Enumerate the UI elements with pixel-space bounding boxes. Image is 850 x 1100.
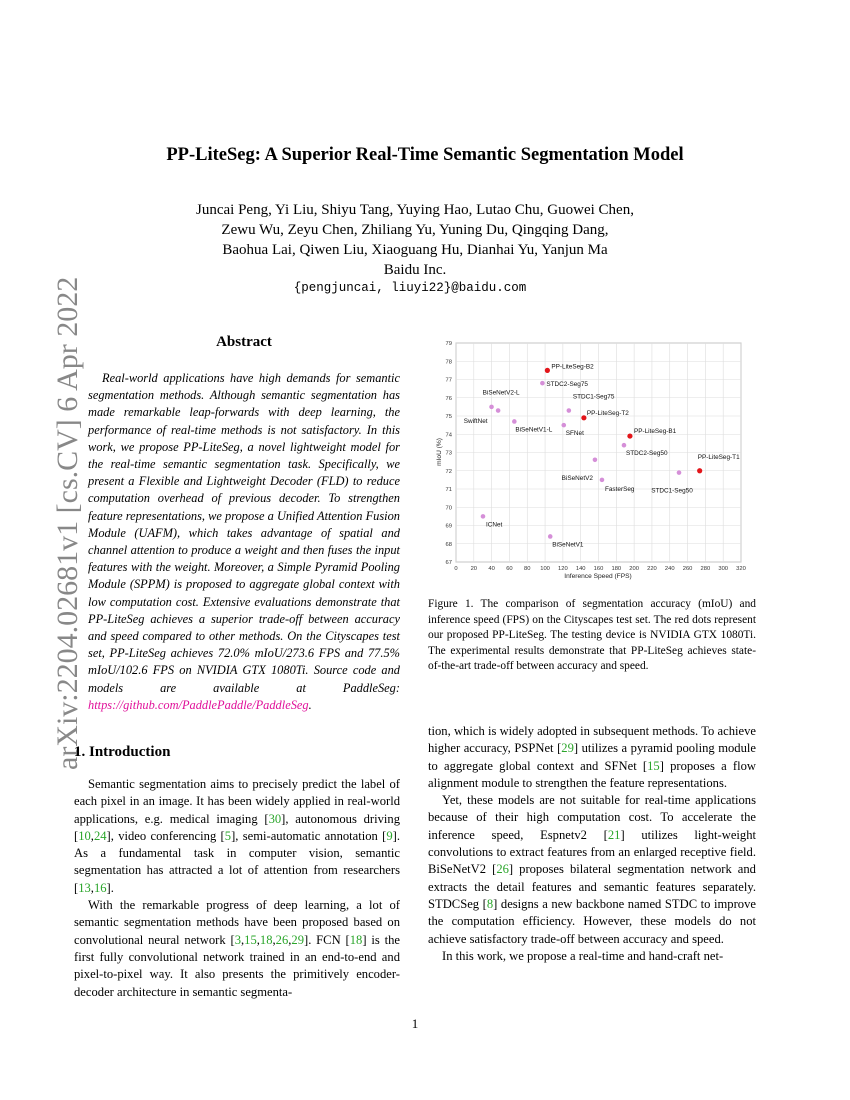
y-tick-label: 73 bbox=[445, 450, 452, 457]
point-pp-liteseg-t1 bbox=[697, 468, 702, 473]
x-tick-label: 160 bbox=[593, 566, 604, 572]
x-tick-label: 280 bbox=[700, 566, 711, 572]
text-run: ], autonomous driving [ bbox=[74, 811, 400, 843]
x-tick-label: 200 bbox=[629, 566, 639, 572]
text-run: With the remarkable progress of deep learning, a lot of semantic segmentation methods have been proposed based on convolutional neural network [ bbox=[74, 898, 400, 947]
point-label-stdc1-seg50: STDC1-Seg50 bbox=[651, 487, 693, 495]
author-email: {pengjuncai, liuyi22}@baidu.com bbox=[293, 281, 527, 295]
y-tick-label: 71 bbox=[445, 487, 452, 493]
text-run: Yet, these models are not suitable for real-time applications because of their high computation cost. To accelerate the inference speed, Espnetv2 [ bbox=[428, 793, 756, 842]
point-stdc2-seg75 bbox=[540, 381, 545, 386]
x-tick-label: 20 bbox=[470, 566, 478, 572]
text-run: ]. FCN [ bbox=[304, 932, 350, 947]
point-label-bisenetv2: BiSeNetV2 bbox=[561, 474, 593, 482]
intro-right-column bbox=[428, 723, 756, 965]
point-bisenetv1-l bbox=[512, 419, 517, 424]
point-label-stdc2-seg50: STDC2-Seg50 bbox=[625, 450, 668, 458]
text-run: ] proposes a flow alignment module to strengthen the feature representations. bbox=[428, 758, 756, 790]
paper-title: PP-LiteSeg: A Superior Real-Time Semantic Segmentation Model bbox=[166, 145, 684, 165]
intro-paragraph-1: Semantic segmentation aims to precisely predict the label of each pixel in an image. It has been widely applied in real-world applications, e.g. medical imaging [30], autonomous driving [10,24], video conferencing [5], semi-automatic annotation [9]. As a fundamental task in computer vision, semantic segmentation has attracted a lot of attention from researchers [13,16]. bbox=[74, 777, 400, 895]
x-tick-label: 260 bbox=[682, 566, 693, 572]
author-list bbox=[0, 200, 830, 280]
x-tick-label: 100 bbox=[540, 566, 550, 572]
point-bisenetv2 bbox=[593, 458, 598, 463]
point-fasterseg bbox=[600, 478, 605, 483]
text-run: ] utilizes light-weight convolutions to extract features from an enlarged receptive field. BiSeNetV2 [ bbox=[428, 827, 756, 877]
point-label-swiftnet: SwiftNet bbox=[463, 417, 488, 425]
abstract-heading: Abstract bbox=[216, 334, 272, 350]
citation-link[interactable]: 18 bbox=[259, 932, 273, 947]
citation-link[interactable]: 18 bbox=[349, 932, 363, 947]
point-label-bisenetv1: BiSeNetV1 bbox=[552, 541, 584, 549]
point-label-pp-liteseg-t1: PP-LiteSeg-T1 bbox=[697, 453, 740, 461]
arxiv-stamp bbox=[8, 276, 84, 770]
text-run: ], video conferencing [ bbox=[106, 828, 225, 843]
y-tick-label: 79 bbox=[445, 341, 452, 347]
citation-link[interactable]: 3 bbox=[234, 932, 241, 947]
point-bisenetv1 bbox=[548, 534, 553, 539]
citation-link[interactable]: 21 bbox=[607, 827, 621, 842]
citation-link[interactable]: 10 bbox=[78, 828, 91, 843]
citation-link[interactable]: 24 bbox=[93, 828, 107, 843]
point-stdc2-seg50 bbox=[622, 443, 627, 448]
citation-link[interactable]: 5 bbox=[224, 828, 232, 843]
citation-link[interactable]: 8 bbox=[486, 896, 494, 911]
text-run: ] is the first fully convolutional network trained in an end-to-end and pixel-to-pixel way. It also presents the primitively encoder-decoder architecture in semantic segmenta- bbox=[74, 932, 400, 999]
y-tick-label: 76 bbox=[445, 395, 452, 402]
y-tick-label: 77 bbox=[445, 377, 452, 384]
y-tick-label: 67 bbox=[445, 560, 452, 566]
intro-paragraph-3 bbox=[428, 723, 756, 792]
citation-link[interactable]: 15 bbox=[647, 758, 660, 773]
intro-paragraph-2: With the remarkable progress of deep learning, a lot of semantic segmentation methods have been proposed based on convolutional neural network [3,15,18,26,29]. FCN [18] is the first fully convolutional network trained in an end-to-end and pixel-to-pixel way. It also presents the primitively encoder-decoder architecture in semantic segmenta- bbox=[74, 898, 400, 999]
abstract-end: . bbox=[308, 697, 312, 712]
point-label-fasterseg: FasterSeg bbox=[604, 485, 635, 493]
point-label-pp-liteseg-b2: PP-LiteSeg-B2 bbox=[551, 363, 594, 371]
text-run: ], semi-automatic annotation [ bbox=[231, 828, 387, 843]
x-tick-label: 60 bbox=[506, 566, 513, 572]
intro-left-column bbox=[74, 776, 400, 1001]
abstract-text: Real-world applications have high demands for semantic segmentation methods. Although semantic segmentation has made remarkable leap-forwards with deep learning, the performance of real-time methods is not satisfactory. In this work, we propose PP-LiteSeg, a novel lightweight model for the real-time semantic segmentation task. Specifically, we present a Flexible and Lightweight Decoder (FLD) to reduce computation overhead of previous decoder. To strengthen feature representations, we propose a Unified Attention Fusion Module (UAFM), which takes advantage of spatial and channel attention to produce a weight and then fuses the input features with the weight. Moreover, a Simple Pyramid Pooling Module (SPPM) is proposed to aggregate global context with low computation cost. Extensive evaluations demonstrate that PP-LiteSeg achieves a superior trade-off between accuracy and speed compared to other methods. On the Cityscapes test set, PP-LiteSeg achieves 72.0% mIoU/273.6 FPS and 77.5% mIoU/102.6 FPS on NVIDIA GTX 1080Ti. Source code and models are available at PaddleSeg: bbox=[88, 371, 400, 695]
x-tick-label: 80 bbox=[524, 566, 531, 572]
point-stdc1-seg50 bbox=[677, 470, 682, 475]
point-pp-liteseg-b2 bbox=[545, 368, 550, 373]
point-pp-liteseg-b1 bbox=[627, 433, 632, 438]
text-run: ]. bbox=[106, 880, 114, 895]
citation-link[interactable]: 29 bbox=[291, 932, 304, 947]
citation-link[interactable]: 26 bbox=[496, 862, 509, 877]
citation-link[interactable]: 15 bbox=[244, 932, 257, 947]
point-stdc1-seg75 bbox=[567, 408, 572, 413]
point-icnet bbox=[481, 514, 486, 519]
intro-paragraph-5: In this work, we propose a real-time and hand-craft net- bbox=[442, 948, 724, 963]
x-tick-label: 180 bbox=[611, 566, 622, 572]
authors-line-2: Zewu Wu, Zeyu Chen, Zhiliang Yu, Yuning Du, Qingqing Dang, bbox=[221, 222, 609, 238]
point-label-stdc1-seg75: STDC1-Seg75 bbox=[572, 393, 615, 401]
point-label-bisenetv1-l: BiSeNetV1-L bbox=[515, 426, 553, 434]
citation-link[interactable]: 26 bbox=[275, 932, 289, 947]
x-tick-label: 220 bbox=[647, 566, 657, 572]
citation-link[interactable]: 13 bbox=[78, 880, 91, 895]
x-tick-label: 300 bbox=[718, 566, 729, 572]
point-sfnet bbox=[561, 423, 566, 428]
affiliation: Baidu Inc. bbox=[383, 262, 447, 278]
point-label-stdc2-seg75: STDC2-Seg75 bbox=[546, 381, 588, 389]
y-tick-label: 70 bbox=[445, 505, 452, 512]
x-tick-label: 120 bbox=[558, 566, 568, 572]
intro-paragraph-4 bbox=[428, 792, 756, 948]
text-run: tion, which is widely adopted in subsequent methods. To achieve higher accuracy, PSPNet [ bbox=[428, 724, 756, 756]
figure-1-caption: Figure 1. The comparison of segmentation accuracy (mIoU) and inference speed (FPS) on the Cityscapes test set. The red dots represent our proposed PP-LiteSeg. The testing device is NVIDIA GTX 1080Ti. The experimental results demonstrate that PP-LiteSeg achieves state-of-the-art trade-off between accuracy and speed. bbox=[428, 598, 756, 673]
x-tick-label: 240 bbox=[664, 566, 675, 572]
x-tick-label: 140 bbox=[575, 566, 586, 572]
figure-1-chart bbox=[428, 334, 758, 586]
text-run: ] utilizes a pyramid pooling module to aggregate global context and SFNet [ bbox=[428, 741, 756, 773]
point-pp-liteseg-t2 bbox=[581, 415, 586, 420]
y-tick-label: 74 bbox=[445, 432, 452, 439]
y-axis-label: mIoU (%) bbox=[436, 438, 443, 466]
x-axis-label: Inference Speed (FPS) bbox=[564, 573, 632, 580]
y-tick-label: 69 bbox=[445, 523, 452, 530]
y-tick-label: 78 bbox=[445, 359, 452, 366]
text-run: ] designs a new backbone named STDC to improve the computation efficiency. However, these models do not achieve satisfactory trade-off between accuracy and speed. bbox=[428, 896, 756, 946]
text-run: ] proposes bilateral segmentation network and extracts the detail features and semantic features separately. STDCSeg [ bbox=[428, 862, 756, 911]
point-label-icnet: ICNet bbox=[485, 521, 503, 529]
y-tick-label: 72 bbox=[445, 468, 452, 475]
y-tick-label: 68 bbox=[445, 541, 452, 548]
citation-link[interactable]: 16 bbox=[93, 880, 107, 895]
y-tick-label: 75 bbox=[445, 414, 452, 420]
point-label-pp-liteseg-b1: PP-LiteSeg-B1 bbox=[633, 428, 677, 436]
arxiv-stamp-text: arXiv:2204.02681v1 [cs.CV] 6 Apr 2022 bbox=[51, 276, 84, 770]
text-run: ]. As a fundamental task in computer vision, semantic segmentation has attracted a lot of attention from researchers [ bbox=[74, 828, 400, 895]
point-label-pp-liteseg-t2: PP-LiteSeg-T2 bbox=[586, 409, 629, 417]
point-label-bisenetv2-l: BiSeNetV2-L bbox=[482, 389, 520, 397]
section-heading-introduction: 1. Introduction bbox=[74, 744, 171, 760]
source-code-link[interactable]: https://github.com/PaddlePaddle/PaddleSeg bbox=[88, 697, 309, 712]
x-tick-label: 320 bbox=[736, 566, 746, 572]
point-swiftnet bbox=[489, 405, 494, 410]
point-bisenetv2-l bbox=[496, 408, 501, 413]
citation-link[interactable]: 30 bbox=[268, 811, 282, 826]
authors-line-1: Juncai Peng, Yi Liu, Shiyu Tang, Yuying Hao, Lutao Chu, Guowei Chen, bbox=[196, 202, 634, 218]
point-label-sfnet: SFNet bbox=[565, 430, 584, 438]
abstract-body bbox=[88, 370, 400, 714]
page-number: 1 bbox=[411, 1016, 419, 1031]
citation-link[interactable]: 29 bbox=[561, 741, 574, 756]
authors-line-3: Baohua Lai, Qiwen Liu, Xiaoguang Hu, Dianhai Yu, Yanjun Ma bbox=[222, 242, 608, 258]
citation-link[interactable]: 9 bbox=[386, 828, 393, 843]
x-tick-label: 40 bbox=[488, 566, 495, 572]
text-run: Semantic segmentation aims to precisely predict the label of each pixel in an image. It has been widely applied in real-world applications, e.g. medical imaging [ bbox=[74, 777, 400, 826]
x-tick-label: 0 bbox=[454, 566, 458, 572]
